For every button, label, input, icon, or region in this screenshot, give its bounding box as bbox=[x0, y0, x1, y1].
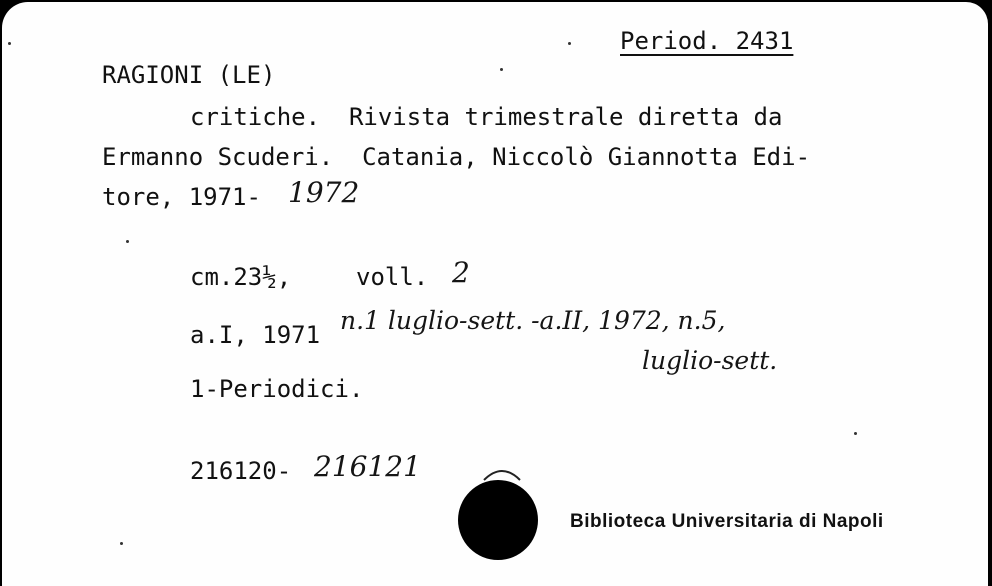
issue-typed: a.I, 1971 bbox=[190, 321, 321, 349]
handwritten-inventory: 216121 bbox=[314, 450, 421, 483]
handwritten-end-year: 1972 bbox=[288, 176, 360, 209]
handwritten-issue-line-1: n.1 luglio-sett. -a.II, 1972, n.5, bbox=[340, 306, 726, 335]
subject-heading: 1-Periodici. bbox=[190, 375, 364, 403]
format-size: cm.23½, bbox=[190, 263, 292, 291]
speck bbox=[568, 42, 571, 45]
inventory-typed: 216120- bbox=[190, 457, 292, 485]
card-heading: RAGIONI (LE) bbox=[102, 61, 276, 89]
punch-hole bbox=[458, 480, 538, 560]
speck bbox=[854, 432, 857, 435]
body-line-1: critiche. Rivista trimestrale diretta da bbox=[190, 103, 783, 131]
body-line-3: tore, 1971- bbox=[102, 183, 261, 211]
library-footer: Biblioteca Universitaria di Napoli bbox=[570, 511, 884, 532]
speck bbox=[8, 42, 11, 45]
catalog-card bbox=[2, 2, 988, 586]
speck bbox=[126, 240, 129, 243]
speck bbox=[500, 68, 503, 71]
volumes-label: voll. bbox=[356, 263, 429, 291]
call-number: Period. 2431 bbox=[620, 27, 794, 55]
speck bbox=[120, 542, 123, 545]
body-line-2: Ermanno Scuderi. Catania, Niccolò Giannotta Edi- bbox=[102, 143, 811, 171]
handwritten-volumes: 2 bbox=[452, 256, 470, 289]
handwritten-issue-line-2: luglio-sett. bbox=[642, 346, 778, 375]
